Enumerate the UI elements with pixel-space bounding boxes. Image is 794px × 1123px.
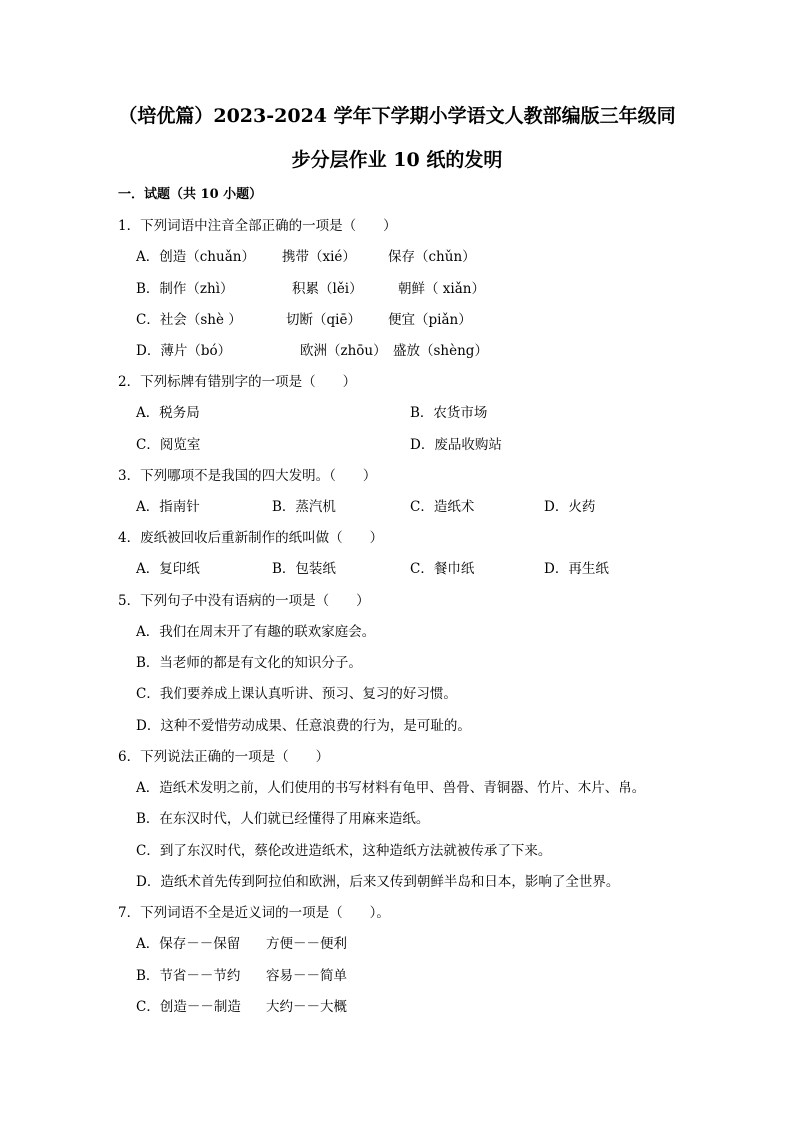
question-5-option-d: D．这种不爱惜劳动成果、任意浪费的行为，是可耻的。 [136,718,471,734]
document-title-line-1: （培优篇）2023-2024 学年下学期小学语文人教部编版三年级同 [118,105,676,127]
question-3-option-b: B．蒸汽机 [272,499,336,515]
question-7-option-c-1: C．创造－－制造 [136,999,241,1015]
question-1-option-d-2: 欧洲（zhōu） [300,343,387,359]
question-2-option-c: C．阅览室 [136,437,201,453]
question-1-option-d-1: D．薄片（bó） [136,343,232,359]
question-2-option-a: A．税务局 [136,405,200,421]
question-1-option-b-3: 朝鲜（ xiǎn） [398,281,485,297]
question-1-option-c-2: 切断（qiē） [286,312,361,328]
question-4-stem: 4．废纸被回收后重新制作的纸叫做（ ） [118,530,384,546]
question-1-option-a-1: A．创造（chuǎn） [136,249,255,265]
question-2-option-b: B．农货市场 [410,405,488,421]
question-1-stem: 1．下列词语中注音全部正确的一项是（ ） [118,218,397,234]
question-4-option-d: D．再生纸 [544,561,609,577]
question-5-stem: 5．下列句子中没有语病的一项是（ ） [118,593,370,609]
document-title-line-2: 步分层作业 10 纸的发明 [291,149,503,171]
question-4-option-a: A．复印纸 [136,561,200,577]
section-heading: 一．试题（共 10 小题） [118,187,263,202]
question-6-stem: 6．下列说法正确的一项是（ ） [118,749,330,765]
question-3-stem: 3．下列哪项不是我国的四大发明。（ ） [118,468,377,484]
question-7-option-a-2: 方便－－便利 [266,936,347,952]
question-6-option-b: B．在东汉时代，人们就已经懂得了用麻来造纸。 [136,811,430,827]
question-5-option-a: A．我们在周末开了有趣的联欢家庭会。 [136,624,376,640]
question-6-option-c: C．到了东汉时代，蔡伦改进造纸术，这种造纸方法就被传承了下来。 [136,843,552,859]
question-7-stem: 7．下列词语不全是近义词的一项是（ ）。 [118,905,390,921]
question-6-option-d: D．造纸术首先传到阿拉伯和欧洲，后来又传到朝鲜半岛和日本，影响了全世界。 [136,874,620,890]
question-2-option-d: D．废品收购站 [410,437,502,453]
question-1-option-c-1: C．社会（shè ） [136,312,242,328]
question-7-option-a-1: A．保存－－保留 [136,936,241,952]
question-6-option-a: A．造纸术发明之前，人们使用的书写材料有龟甲、兽骨、青铜器、竹片、木片、帛。 [136,780,646,796]
question-1-option-b-2: 积累（lěi） [292,281,363,297]
question-1-option-a-2: 携带（xié） [282,249,356,265]
question-7-option-b-1: B．节省－－节约 [136,968,241,984]
question-7-option-c-2: 大约－－大概 [266,999,347,1015]
question-1-option-d-3: 盛放（shèng） [393,343,488,359]
question-5-option-b: B．当老师的都是有文化的知识分子。 [136,655,362,671]
question-4-option-c: C．餐巾纸 [410,561,475,577]
question-1-option-b-1: B．制作（zhì） [136,281,234,297]
question-4-option-b: B．包装纸 [272,561,336,577]
question-3-option-a: A．指南针 [136,499,200,515]
question-7-option-b-2: 容易－－简单 [266,968,347,984]
question-1-option-c-3: 便宜（piǎn） [388,312,472,328]
question-3-option-d: D．火药 [544,499,596,515]
question-2-stem: 2．下列标牌有错别字的一项是（ ） [118,374,357,390]
question-3-option-c: C．造纸术 [410,499,475,515]
question-1-option-a-3: 保存（chǔn） [388,249,476,265]
question-5-option-c: C．我们要养成上课认真听讲、预习、复习的好习惯。 [136,686,457,702]
